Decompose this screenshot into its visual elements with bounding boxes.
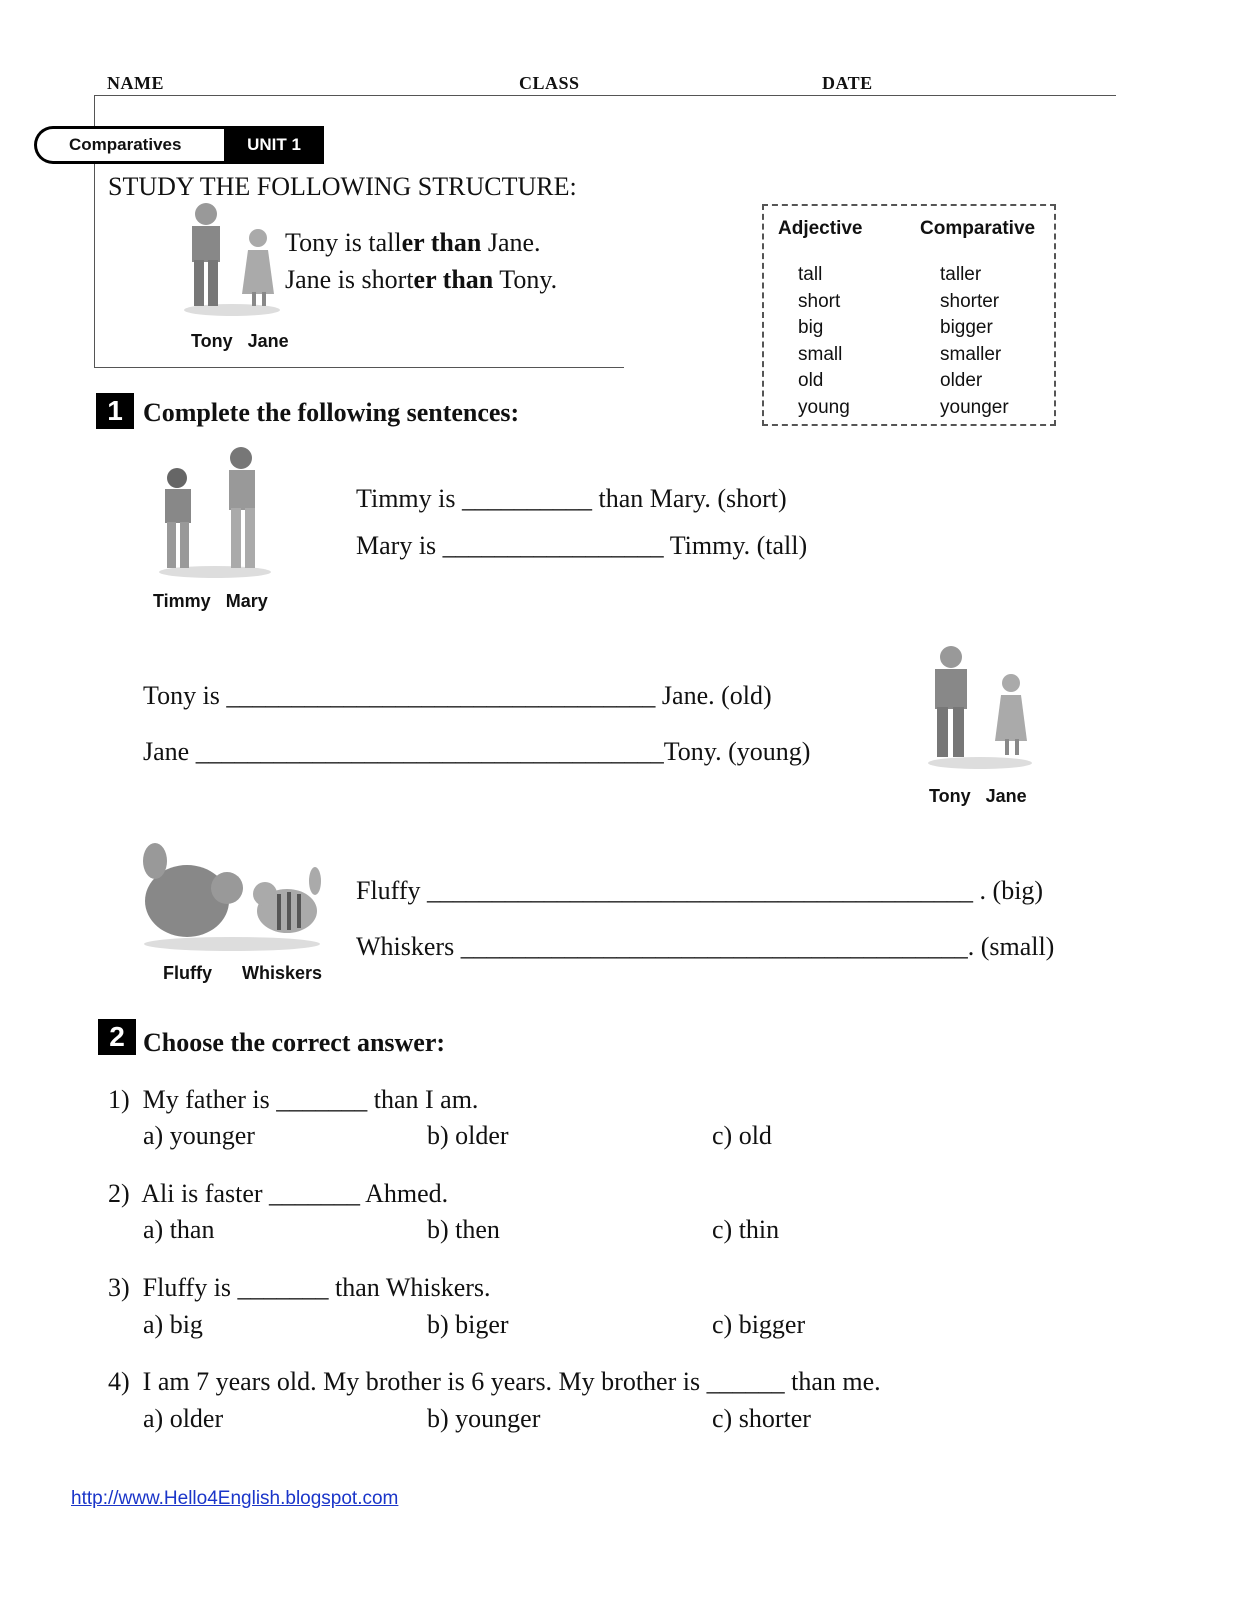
tony-jane-illustration-2 [925,643,1035,771]
q3-option-c[interactable]: c) bigger [712,1310,806,1339]
table-cell: old [798,370,824,391]
table-cell: big [798,317,824,338]
footer-link[interactable]: http://www.Hello4English.blogspot.com [71,1488,399,1509]
q4-option-b[interactable]: b) younger [427,1404,541,1433]
sentence-whiskers: Whiskers _______________________________________. (small) [356,932,1055,961]
table-cell: bigger [940,317,993,338]
sentence-tony: Tony is _________________________________ Jane. (old) [143,681,772,710]
table-cell: short [798,290,841,312]
table-cell: younger [940,396,1009,418]
unit-badge: UNIT 1 [224,126,324,164]
fluffy-whiskers-caption: Fluffy Whiskers [163,963,323,983]
section-2-number: 2 [98,1019,136,1055]
q2-option-b[interactable]: b) then [427,1215,500,1244]
comparative-table [762,204,1056,426]
table-cell: young [798,396,850,418]
q1-option-a[interactable]: a) younger [143,1121,255,1150]
question-3: 3) Fluffy is _______ than Whiskers. [108,1273,491,1302]
table-cell: taller [940,264,982,285]
topic-banner [34,126,227,164]
timmy-mary-caption: Timmy Mary [153,591,268,611]
q4-option-c[interactable]: c) shorter [712,1404,811,1433]
study-box-bottom-border [94,367,624,368]
question-1: 1) My father is _______ than I am. [108,1085,479,1114]
q3-option-a[interactable]: a) big [143,1310,203,1339]
section-1-number: 1 [96,393,134,429]
name-label: NAME [107,73,164,93]
study-title: STUDY THE FOLLOWING STRUCTURE: [108,172,577,201]
section-2-title: Choose the correct answer: [143,1028,446,1057]
question-4: 4) I am 7 years old. My brother is 6 years. My brother is ______ than me. [108,1367,881,1396]
sentence-jane: Jane ____________________________________Tony. (young) [143,737,811,766]
table-cell: shorter [940,290,1000,312]
example-sentence-2: Jane is shorter than Tony. [285,265,558,294]
comparative-header: Comparative [920,218,1036,239]
tony-jane-caption: Tony Jane [191,331,289,351]
sentence-fluffy: Fluffy __________________________________________ . (big) [356,876,1044,905]
fluffy-whiskers-illustration [137,836,327,956]
section-1-title: Complete the following sentences: [143,398,520,427]
q1-option-c[interactable]: c) old [712,1121,772,1150]
q2-option-c[interactable]: c) thin [712,1215,780,1244]
q2-option-a[interactable]: a) than [143,1215,215,1244]
q4-option-a[interactable]: a) older [143,1404,224,1433]
comparative-column [940,262,1009,421]
date-label: DATE [822,73,873,93]
q1-option-b[interactable]: b) older [427,1121,509,1150]
header-rule [94,95,1116,96]
tony-jane-illustration [182,200,282,318]
table-cell: small [798,343,843,365]
timmy-mary-illustration [155,444,275,579]
table-cell: tall [798,264,823,285]
table-cell: smaller [940,343,1002,365]
class-label: CLASS [519,73,580,93]
sentence-mary: Mary is _________________ Timmy. (tall) [356,531,808,560]
topic-label: Comparatives [69,135,182,154]
table-cell: older [940,370,983,391]
adjective-header: Adjective [778,218,863,239]
tony-jane-caption-2: Tony Jane [929,786,1027,806]
adjective-column [798,262,850,421]
sentence-timmy: Timmy is __________ than Mary. (short) [356,484,787,513]
example-sentence-1: Tony is taller than Jane. [285,228,541,257]
q3-option-b[interactable]: b) biger [427,1310,509,1339]
question-2: 2) Ali is faster _______ Ahmed. [108,1179,449,1208]
